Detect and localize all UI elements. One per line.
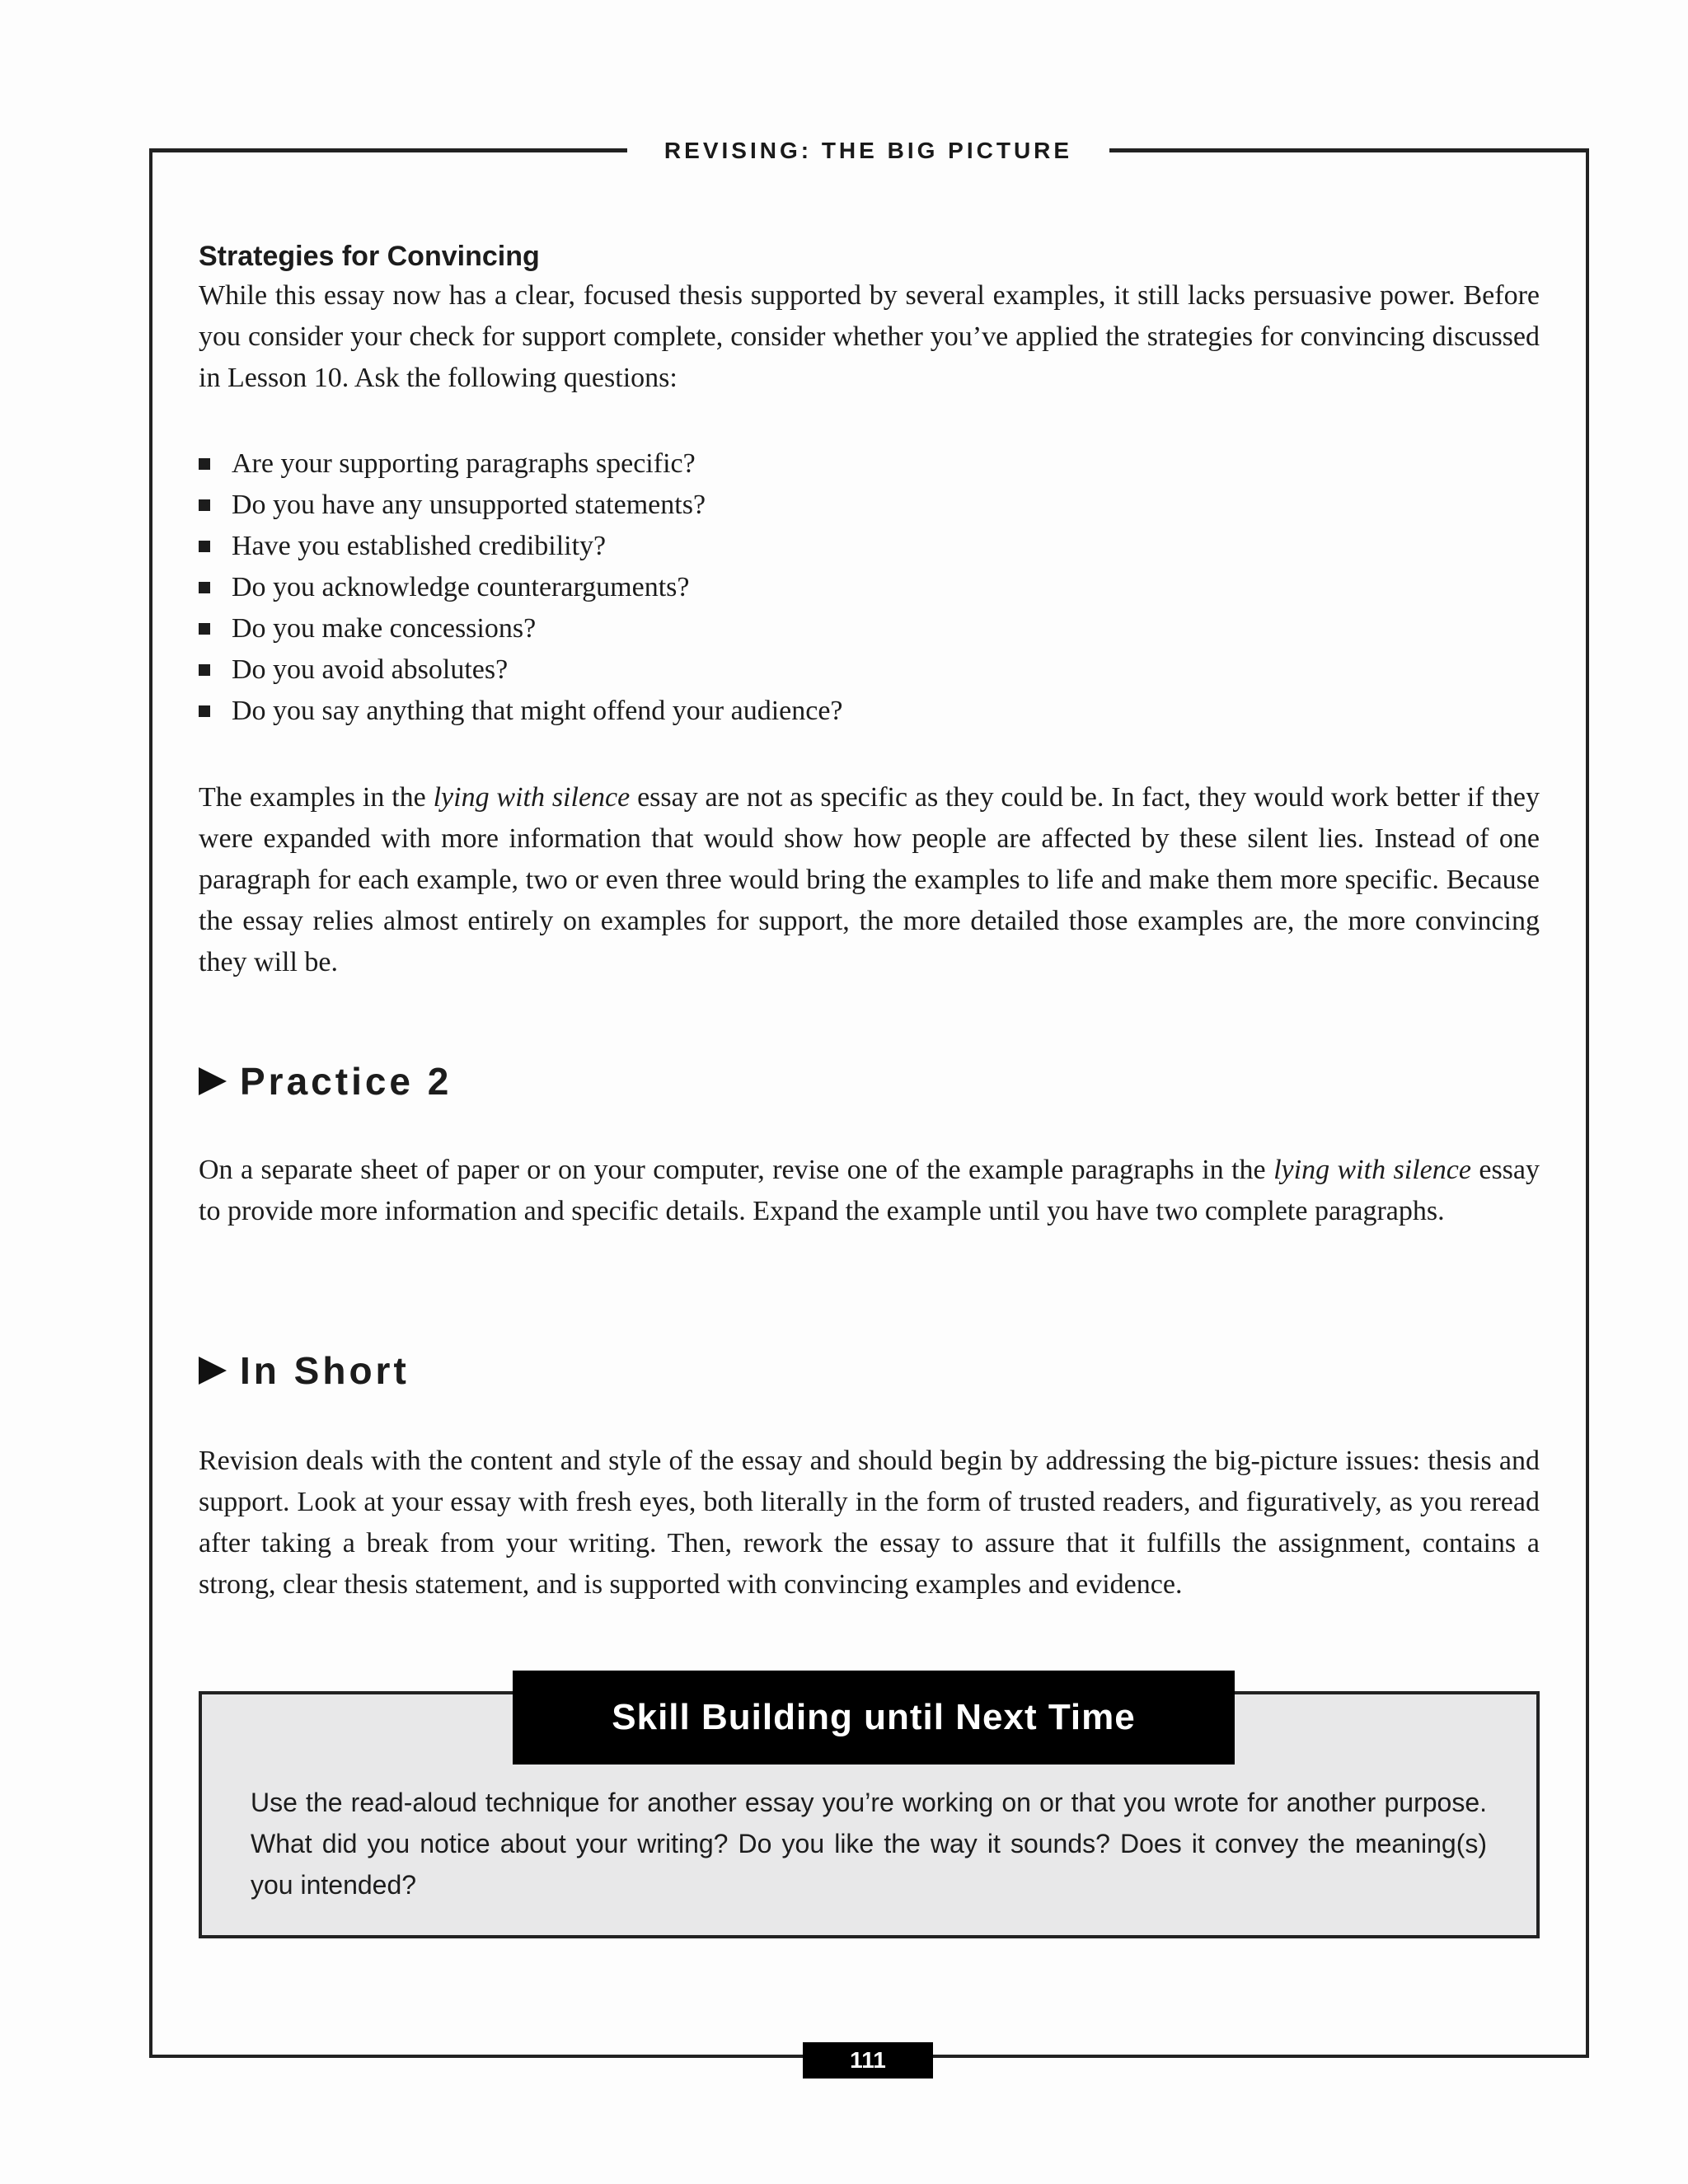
page-number: 111 [803, 2042, 933, 2079]
examples-paragraph-wrapper [199, 777, 1540, 983]
square-bullet-icon [199, 541, 210, 552]
square-bullet-icon [199, 664, 210, 676]
list-item: Do you avoid absolutes? [199, 649, 1540, 691]
in-short-text: Revision deals with the content and style of the essay and should begin by addressing the big-picture issues: thesis and support. Look at your essay with fresh eyes, both literally in the form of trusted readers, and figuratively, as you reread after taking a break from your writing. Then, rework the essay to assure that it fulfills the assignment, contains a strong, clear thesis statement, and is supported with convincing examples and evidence. [199, 1446, 1540, 1600]
list-item: Do you have any unsupported statements? [199, 485, 1540, 526]
practice-heading: Practice 2 [199, 1059, 1540, 1104]
in-short-heading: In Short [199, 1348, 1540, 1393]
list-item: Are your supporting paragraphs specific? [199, 443, 1540, 485]
questions-list [199, 443, 1540, 732]
square-bullet-icon [199, 499, 210, 511]
square-bullet-icon [199, 623, 210, 635]
triangle-arrow-icon [199, 1067, 227, 1095]
in-short-text-wrapper [199, 1441, 1540, 1605]
header-rule-right [1109, 148, 1589, 152]
list-item: Do you say anything that might offend your audience? [199, 691, 1540, 732]
strategies-intro: While this essay now has a clear, focused thesis supported by several examples, it still lacks persuasive power. Before you consider your check for support complete, consider whether you’ve applied the strategies for convincing discussed in Lesson 10. Ask the following questions: [199, 280, 1540, 393]
square-bullet-icon [199, 458, 210, 470]
practice-text-wrapper [199, 1150, 1540, 1232]
strategies-heading: Strategies for Convincing [199, 241, 540, 272]
triangle-arrow-icon [199, 1357, 227, 1385]
skill-building-text: Use the read-aloud technique for another essay you’re working on or that you wrote for another purpose. What did you notice about your writing? Do you like the way it sounds? Does it convey the meaning(s) you intended? [251, 1788, 1487, 1900]
questions-list-wrapper [199, 443, 1540, 732]
square-bullet-icon [199, 582, 210, 593]
square-bullet-icon [199, 705, 210, 717]
list-item: Do you acknowledge counterarguments? [199, 567, 1540, 608]
strategies-section [199, 237, 1540, 399]
list-item: Do you make concessions? [199, 608, 1540, 649]
list-item: Have you established credibility? [199, 526, 1540, 567]
skill-building-title: Skill Building until Next Time [513, 1671, 1235, 1765]
practice-text: On a separate sheet of paper or on your computer, revise one of the example paragraphs in the lying with silence essay to provide more information and specific details. Expand the example until you have two complete paragraphs. [199, 1155, 1540, 1226]
examples-paragraph: The examples in the lying with silence essay are not as specific as they could be. In fact, they would work better if they were expanded with more information that would show how people are affected by these silent lies. Instead of one paragraph for each example, two or even three would bring the examples to life and make them more specific. Because the essay relies almost entirely on examples for support, the more detailed those examples are, the more convincing they will be. [199, 782, 1540, 977]
running-header: REVISING: THE BIG PICTURE [663, 138, 1073, 163]
header-rule-left [149, 148, 627, 152]
